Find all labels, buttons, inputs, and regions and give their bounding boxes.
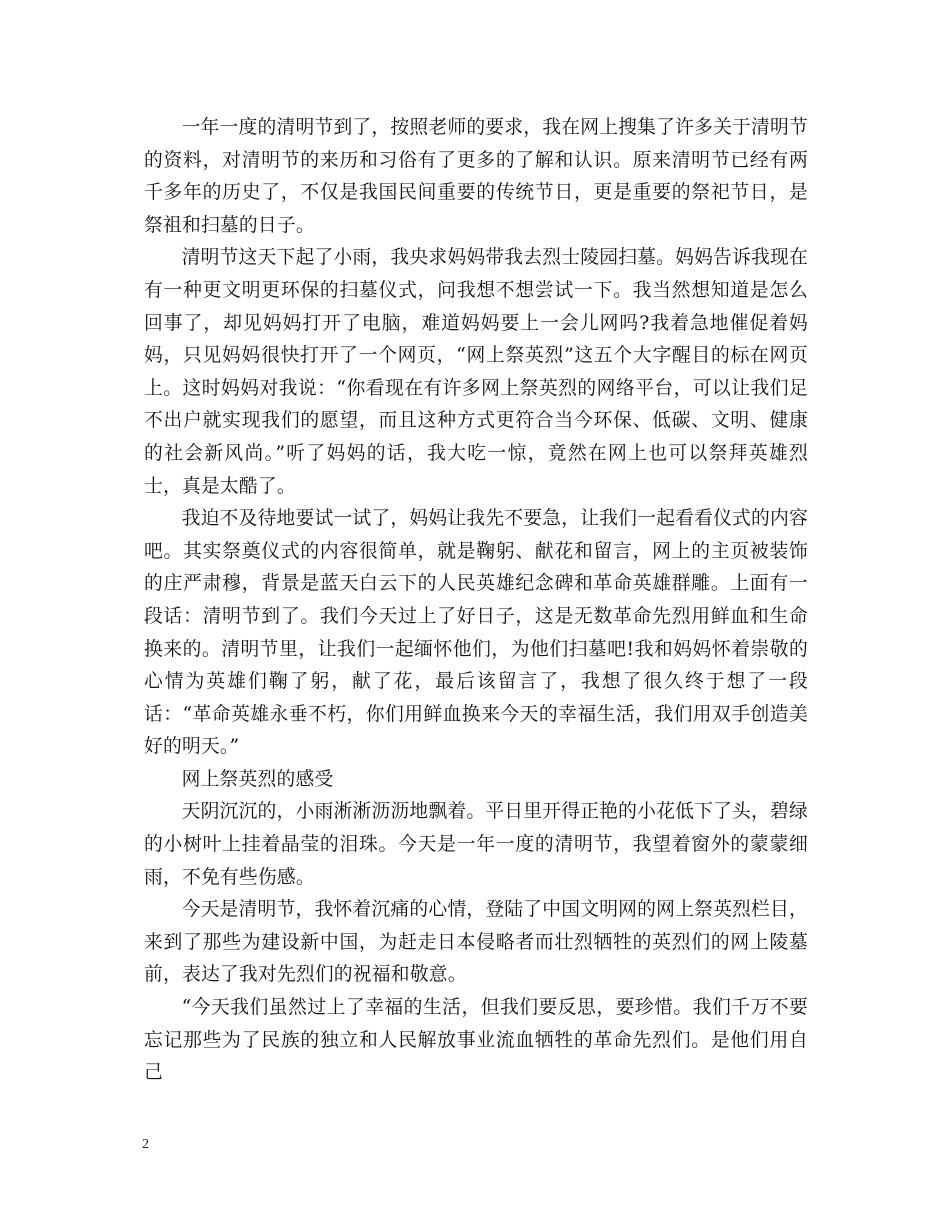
paragraph-ceremony: 我迫不及待地要试一试了，妈妈让我先不要急，让我们一起看看仪式的内容吧。其实祭奠仪式的内容很简单，就是鞠躬、献花和留言，网上的主页被装饰的庄严肃穆，背景是蓝天白云下的人民英雄纪念碑和革命英雄群雕。上面有一段话：清明节到了。我们今天过上了好日子，这是无数革命先烈用鲜血和生命换来的。清明节里，让我们一起缅怀他们，为他们扫墓吧!我和妈妈怀着崇敬的心情为英雄们鞠了躬，献了花，最后该留言了，我想了很久终于想了一段话：“革命英雄永垂不朽，你们用鲜血换来今天的幸福生活，我们用双手创造美好的明天。” (144, 508, 808, 758)
paragraph-intro: 一年一度的清明节到了，按照老师的要求，我在网上搜集了许多关于清明节的资料，对清明节的来历和习俗有了更多的了解和认识。原来清明节已经有两千多年的历史了，不仅是我国民间重要的传统节日，更是重要的祭祀节日，是祭祖和扫墓的日子。 (144, 117, 808, 236)
paragraph-reflection: “今天我们虽然过上了幸福的生活，但我们要反思，要珍惜。我们千万不要忘记那些为了民族的独立和人民解放事业流血牺牲的革命先烈们。是他们用自己 (144, 997, 808, 1084)
paragraph-weather: 天阴沉沉的，小雨淅淅沥沥地飘着。平日里开得正艳的小花低下了头，碧绿的小树叶上挂着晶莹的泪珠。今天是一年一度的清明节，我望着窗外的蒙蒙细雨，不免有些伤感。 (144, 801, 808, 888)
paragraph-visit: 今天是清明节，我怀着沉痛的心情，登陆了中国文明网的网上祭英烈栏目，来到了那些为建设新中国，为赶走日本侵略者而壮烈牺牲的英烈们的网上陵墓前，表达了我对先烈们的祝福和敬意。 (144, 899, 808, 986)
document-body (144, 112, 808, 1090)
section-heading: 网上祭英烈的感受 (181, 768, 334, 790)
paragraph-rainy-day: 清明节这天下起了小雨，我央求妈妈带我去烈士陵园扫墓。妈妈告诉我现在有一种更文明更环保的扫墓仪式，问我想不想尝试一下。我当然想知道是怎么回事了，却见妈妈打开了电脑，难道妈妈要上一会儿网吗?我着急地催促着妈妈，只见妈妈很快打开了一个网页，“网上祭英烈”这五个大字醒目的标在网页上。这时妈妈对我说：“你看现在有许多网上祭英烈的网络平台，可以让我们足不出户就实现我们的愿望，而且这种方式更符合当今环保、低碳、文明、健康的社会新风尚。”听了妈妈的话，我大吃一惊，竟然在网上也可以祭拜英雄烈士，真是太酷了。 (144, 247, 808, 497)
page-number: 2 (142, 1137, 149, 1152)
